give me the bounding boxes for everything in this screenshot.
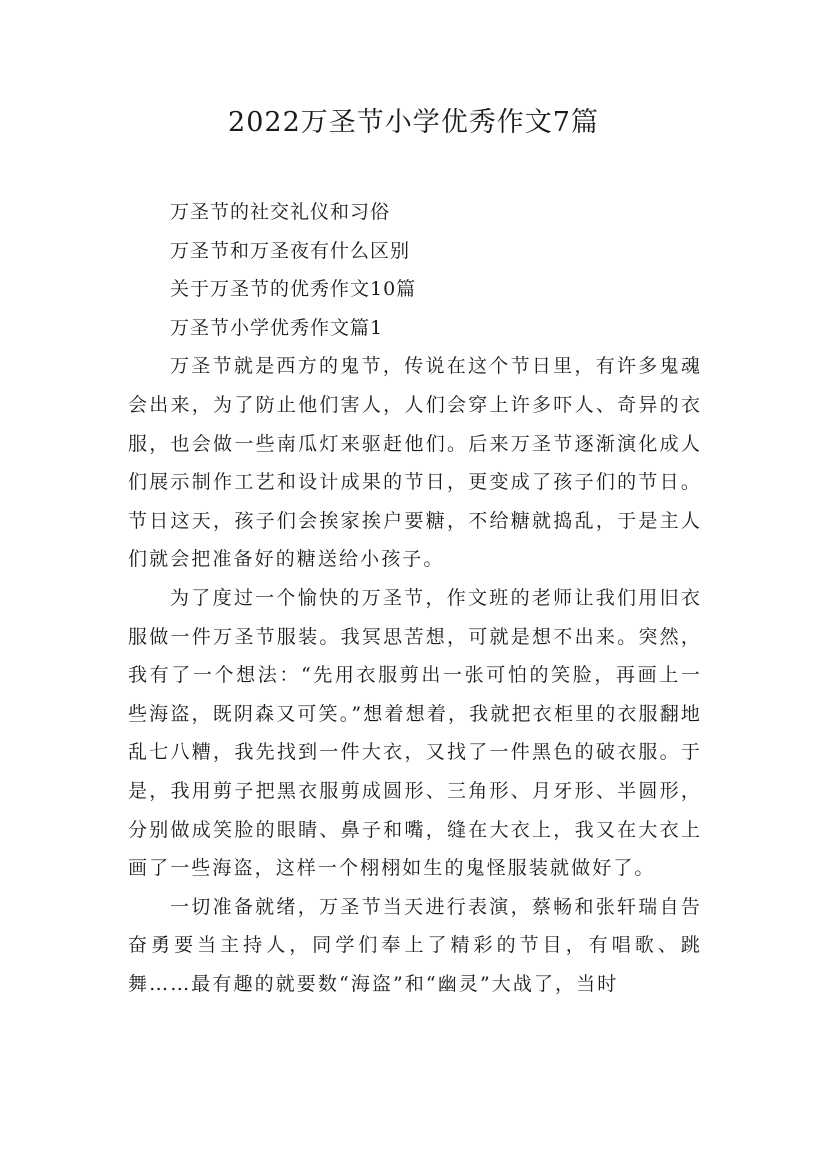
paragraph: 万圣节就是西方的鬼节，传说在这个节日里，有许多鬼魂会出来，为了防止他们害人，人们会穿上许多吓人、奇异的衣服，也会做一些南瓜灯来驱赶他们。后来万圣节逐渐演化成人们展示制作工艺和设计成果的节日，更变成了孩子们的节日。节日这天，孩子们会挨家挨户要糖，不给糖就捣乱，于是主人们就会把准备好的糖送给小孩子。	[128, 355, 702, 571]
document-body	[128, 193, 702, 1003]
related-article-item: 关于万圣节的优秀作文10篇	[170, 278, 417, 301]
related-articles-list	[128, 193, 702, 347]
document-title: 2022万圣节小学优秀作文7篇	[228, 107, 599, 138]
paragraph: 为了度过一个愉快的万圣节，作文班的老师让我们用旧衣服做一件万圣节服装。我冥思苦想，可就是想不出来。突然，我有了一个想法：“先用衣服剪出一张可怕的笑脸，再画上一些海盗，既阴森又可笑。”想着想着，我就把衣柜里的衣服翻地乱七八糟，我先找到一件大衣，又找了一件黑色的破衣服。于是，我用剪子把黑衣服剪成圆形、三角形、月牙形、半圆形，分别做成笑脸的眼睛、鼻子和嘴，缝在大衣上，我又在大衣上画了一些海盗，这样一个栩栩如生的鬼怪服装就做好了。	[128, 586, 702, 880]
related-article-item: 万圣节的社交礼仪和习俗	[170, 201, 391, 223]
related-article-item: 万圣节和万圣夜有什么区别	[170, 239, 411, 262]
section-heading: 万圣节小学优秀作文篇1	[170, 316, 384, 339]
paragraph: 一切准备就绪，万圣节当天进行表演，蔡畅和张轩瑞自告奋勇要当主持人，同学们奉上了精彩的节目，有唱歌、跳舞……最有趣的就要数“海盗”和“幽灵”大战了，当时	[128, 895, 702, 995]
